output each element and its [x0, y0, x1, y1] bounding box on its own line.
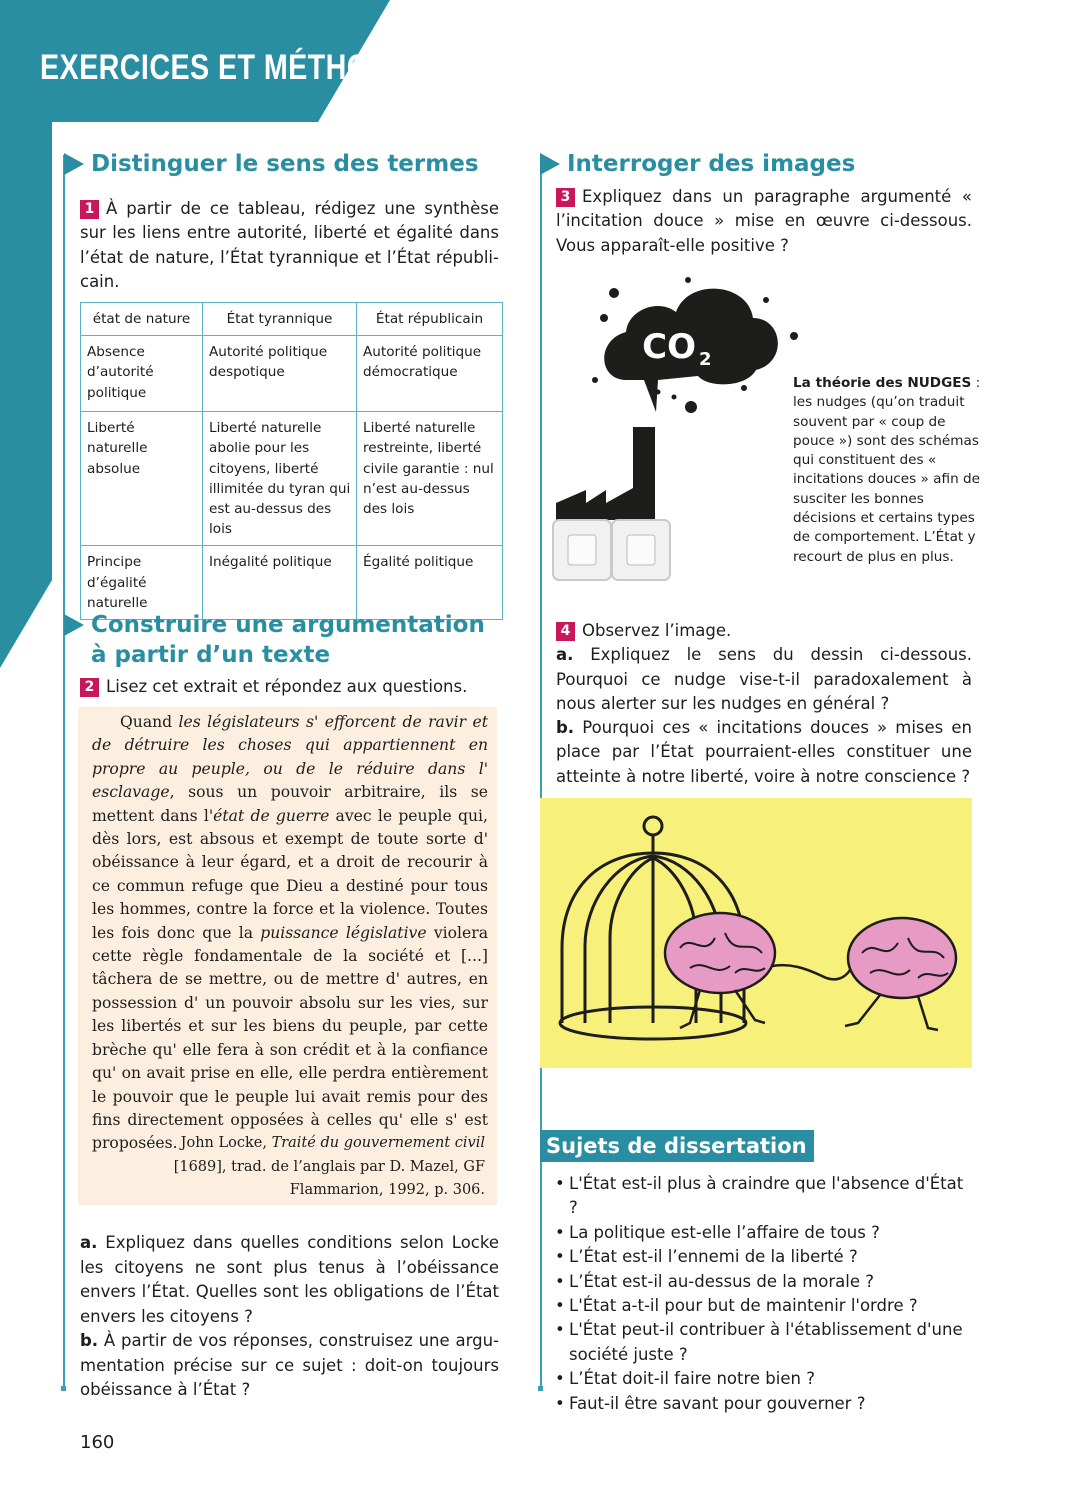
comparison-table [80, 302, 503, 620]
table-header: État tyrannique [203, 303, 357, 336]
question-2b: b. À partir de vos réponses, construisez une argumentation précise sur ce sujet : doit-on toujours obéissance à l’État ? [80, 1331, 499, 1399]
list-item: • L’État est-il l’ennemi de la liberté ? [555, 1245, 975, 1269]
exercise-4: 4 Observez l’image. a. Expliquez le sens du dessin ci-dessous. Pourquoi ce nudge vise-t-il paradoxalement à nous alerter sur les nudges en général ? b. Pourquoi ces « incitations douces » mises en place par l’État pourraient-elles constituer une atteinte à notre liberté, voire à notre conscience ? [556, 619, 972, 789]
list-item: • Faut-il être savant pour gouverner ? [555, 1392, 975, 1416]
heading-arrow-icon [64, 614, 84, 636]
table-cell: Autorité politique démocratique [357, 336, 503, 412]
list-item: • L’État est-il au-dessus de la morale ? [555, 1270, 975, 1294]
brain-cage-cartoon [540, 798, 972, 1068]
heading-arrow-icon [540, 153, 560, 175]
table-row [81, 546, 503, 620]
exercise-1-text: À partir de ce tableau, rédigez une synthèse sur les liens entre autorité, liberté et égalité dans l’état de nature, l’État tyrannique et l’État républicain. [80, 199, 499, 291]
section-heading-interroger: Interroger des images [567, 149, 855, 179]
exercise-number-2: 2 [80, 678, 99, 697]
question-2a: a. Expliquez dans quelles conditions selon Locke les citoyens ne sont plus tenus à l’obéissance envers l’État. Quelles sont les obligations de l’État envers les citoyens ? [80, 1233, 499, 1326]
exercise-number-1: 1 [80, 200, 99, 219]
table-cell: Liberté naturelle abolie pour les citoyens, liberté illimitée du tyran qui est au-dessus des lois [203, 412, 357, 546]
brain-outside-icon [845, 918, 956, 1030]
exercise-3-text: Expliquez dans un paragraphe argumenté « l’incitation douce » mise en œuvre ci-dessous. Vous apparaît-elle positive ? [556, 187, 972, 255]
table-cell: Liberté naturelle absolue [81, 412, 203, 546]
banner-title: EXERCICES ET MÉTHODES [40, 48, 430, 87]
table-cell: Autorité politique despotique [203, 336, 357, 412]
page-number: 160 [80, 1432, 115, 1453]
table-cell: Liberté naturelle restreinte, liberté civile garantie : nul n’est au-dessus des lois [357, 412, 503, 546]
section-heading-construire: Construire une argumentation à partir d’un texte [91, 610, 485, 670]
right-rule-end [538, 1386, 543, 1391]
sujets-list [555, 1172, 975, 1416]
co2-subscript: 2 [699, 349, 712, 370]
cage-and-brains-illustration [540, 798, 972, 1068]
left-column-rule [63, 155, 65, 1387]
table-cell: Égalité politique [357, 546, 503, 620]
co2-label: CO [642, 327, 696, 367]
table-row [81, 336, 503, 412]
exercise-number-4: 4 [556, 622, 575, 641]
quote-source: John Locke, Traité du gouvernement civil [1689], trad. de l’anglais par D. Mazel, GF Flammarion, 1992, p. 306. [173, 1135, 485, 1199]
left-rule-end [61, 1386, 66, 1391]
heading-arrow-icon [64, 153, 84, 175]
exercise-number-3: 3 [556, 188, 575, 207]
locke-quote: Quand les législateurs s' efforcent de ravir et de détruire les choses qui appartiennent en propre au peuple, ou de le réduire dans l' esclavage, sous un pouvoir arbitraire, ils se mettent dans l'état de guerre avec le peuple qui, dès lors, est absous et exempt de toute sorte d' obéissance à leur égard, et a droit de recourir à ce commun refuge que Dieu a destiné pour tous les hommes, contre la force et la violence. Toutes les fois donc que la puissance législative violera cette règle fondamentale de la société et [...] tâchera de se mettre, ou de mettre d' autres, en possession d' un pouvoir absolu sur les vies, sur les libertés et sur les biens du peuple, par cette brèche qu' elle fera à son crédit et à la confiance qu' on avait prise en elle, elle perdra entièrement le pouvoir que le peuple lui avait remis pour des fins directement opposées à celles qu' elle s' est proposées. [92, 713, 488, 1153]
exercise-2 [80, 675, 499, 699]
table-header: État républicain [357, 303, 503, 336]
list-item: • L'État est-il plus à craindre que l'absence d'État ? [555, 1172, 975, 1221]
table-cell: Inégalité politique [203, 546, 357, 620]
nudges-caption: La théorie des NUDGES : les nudges (qu’on traduit souvent par « coup de pouce ») sont des schémas qui constituent des « incitations douces » afin de susciter les bonnes décisions et certains types de comportement. L’État y recourt de plus en plus. [793, 375, 981, 565]
list-item: • L'État a-t-il pour but de maintenir l'ordre ? [555, 1294, 975, 1318]
table-cell: Absence d’autorité politique [81, 336, 203, 412]
table-cell: Principe d’égalité naturelle [81, 546, 203, 620]
question-4b: b. Pourquoi ces « incitations douces » mises en place par l’État pourraient-elles constituer une atteinte à notre liberté, voire à notre conscience ? [556, 718, 972, 786]
right-column-rule [540, 155, 542, 1387]
list-item: • La politique est-elle l’affaire de tous ? [555, 1221, 975, 1245]
section-heading-distinguer: Distinguer le sens des termes [91, 149, 479, 179]
list-item: • L’État doit-il faire notre bien ? [555, 1367, 975, 1391]
table-header-row [81, 303, 503, 336]
sujets-title: Sujets de dissertation [540, 1130, 814, 1162]
list-item: • L'État peut-il contribuer à l'établissement d'une société juste ? [555, 1318, 975, 1367]
locke-quote-box [78, 707, 497, 1205]
exercise-2-text: Lisez cet extrait et répondez aux questions. [106, 677, 468, 696]
table-header: état de nature [81, 303, 203, 336]
exercise-3 [556, 185, 972, 258]
light-switches-icon [553, 520, 670, 580]
table-row [81, 412, 503, 546]
exercise-1 [80, 197, 499, 294]
question-4a: a. Expliquez le sens du dessin ci-dessous. Pourquoi ce nudge vise-t-il paradoxalement à nous alerter sur les nudges en général ? [556, 645, 972, 713]
co2-nudge-illustration [548, 270, 798, 585]
